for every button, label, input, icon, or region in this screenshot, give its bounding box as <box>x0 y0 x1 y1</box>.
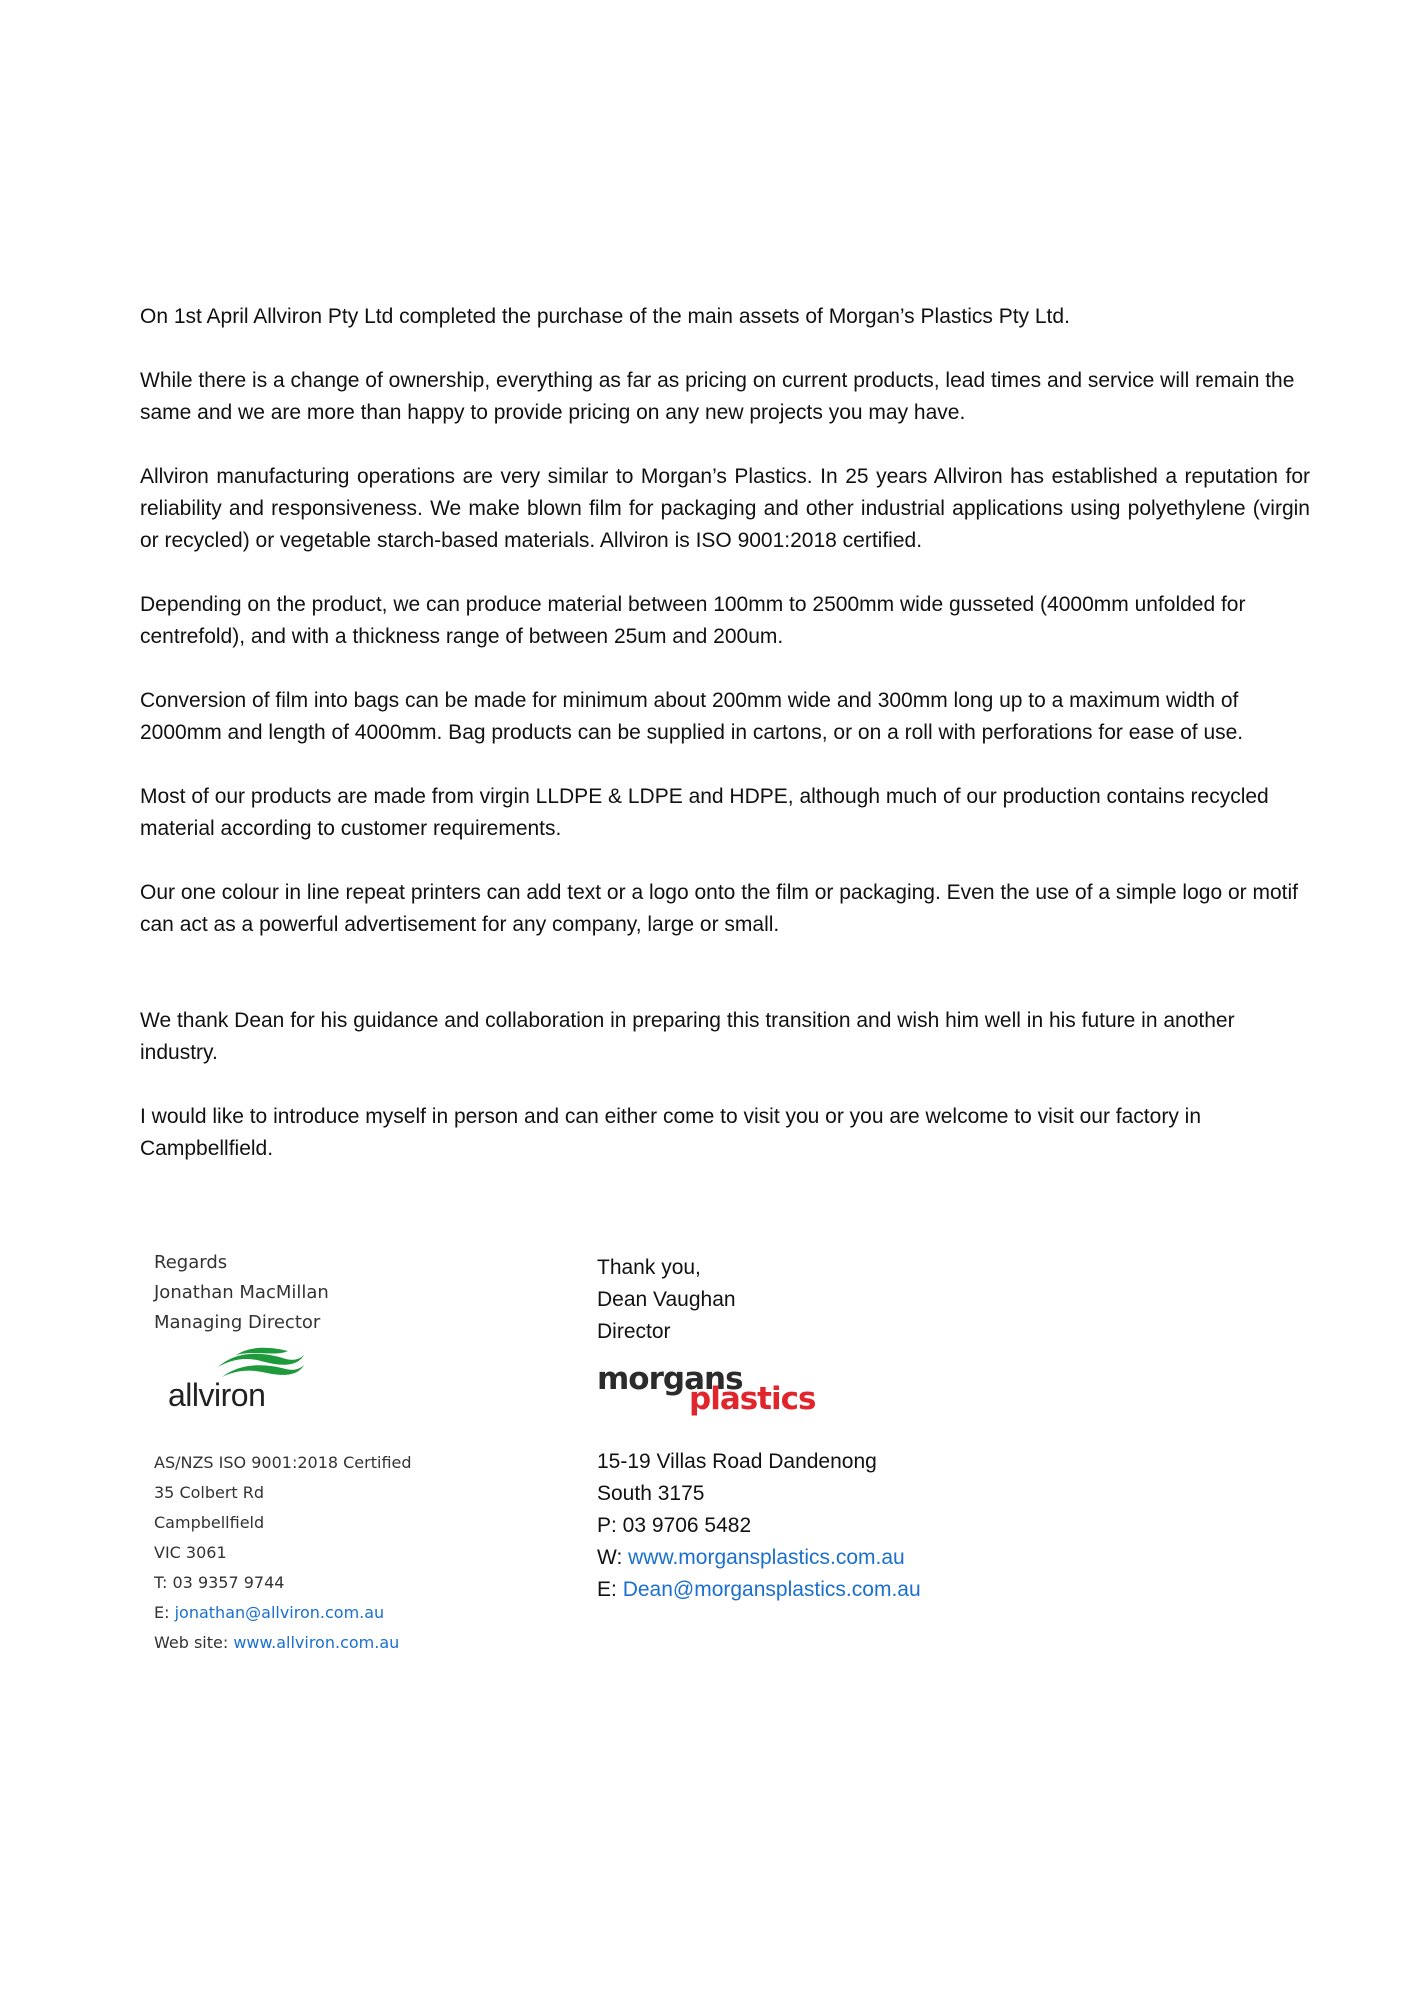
allviron-waves-icon <box>216 1347 306 1381</box>
website-label: W: <box>597 1546 629 1569</box>
morgans-contact <box>597 1446 921 1606</box>
morgans-plastics-logo <box>597 1361 837 1419</box>
allviron-signature <box>154 1248 554 1338</box>
website-row <box>154 1628 554 1658</box>
signatory-name: Jonathan MacMillan <box>154 1282 329 1303</box>
allviron-logo <box>154 1347 310 1411</box>
thanks-text: Thank you, <box>597 1256 701 1279</box>
website-link[interactable]: www.morgansplastics.com.au <box>628 1546 905 1569</box>
email-label: E: <box>154 1603 175 1622</box>
phone-number: T: 03 9357 9744 <box>154 1573 285 1592</box>
paragraph-8: We thank Dean for his guidance and collaboration in preparing this transition and wish him well in his future in another industry. <box>140 1009 1235 1064</box>
paragraph-5: Conversion of film into bags can be made for minimum about 200mm wide and 300mm long up to a maximum width of 2000mm and length of 4000mm. Bag products can be supplied in cartons, or on a roll with perforations for ease of use. <box>140 689 1244 744</box>
morgans-signature <box>597 1252 736 1348</box>
signatory-name: Dean Vaughan <box>597 1288 736 1311</box>
paragraph-4: Depending on the product, we can produce material between 100mm to 2500mm wide gusseted (4000mm unfolded for centrefold), and with a thickness range of between 25um and 200um. <box>140 593 1246 648</box>
logo-word-morgans: morgans <box>597 1361 743 1397</box>
letter-body <box>140 301 1310 1197</box>
email-label: E: <box>597 1578 623 1601</box>
paragraph-2: While there is a change of ownership, everything as far as pricing on current products, lead times and service will remain the same and we are more than happy to provide pricing on any new projects you may have. <box>140 369 1295 424</box>
signatory-title: Managing Director <box>154 1312 321 1333</box>
email-row <box>154 1598 554 1628</box>
paragraph-3: Allviron manufacturing operations are very similar to Morgan’s Plastics. In 25 years Allviron has established a reputation for reliability and responsiveness. We make blown film for packaging and other industrial applications using polyethylene (virgin or recycled) or vegetable starch-based materials. Allviron is ISO 9001:2018 certified. <box>140 465 1310 552</box>
paragraph-7: Our one colour in line repeat printers can add text or a logo onto the film or packaging. Even the use of a simple logo or motif can act as a powerful advertisement for any company, large or small. <box>140 881 1298 936</box>
paragraph-6: Most of our products are made from virgin LLDPE & LDPE and HDPE, although much of our production contains recycled material according to customer requirements. <box>140 785 1269 840</box>
paragraph-9: I would like to introduce myself in person and can either come to visit you or you are welcome to visit our factory in Campbellfield. <box>140 1105 1201 1160</box>
phone-number: P: 03 9706 5482 <box>597 1514 752 1537</box>
website-row <box>597 1542 921 1574</box>
suburb: Campbellfield <box>154 1513 265 1532</box>
street-address: 35 Colbert Rd <box>154 1483 265 1502</box>
website-label: Web site: <box>154 1633 234 1652</box>
website-link[interactable]: www.allviron.com.au <box>233 1633 400 1652</box>
email-link[interactable]: Dean@morgansplastics.com.au <box>622 1578 921 1601</box>
regards-text: Regards <box>154 1252 228 1273</box>
email-row <box>597 1574 921 1606</box>
address-line-2: South 3175 <box>597 1482 705 1505</box>
certification-text: AS/NZS ISO 9001:2018 Certified <box>154 1453 412 1472</box>
signatory-title: Director <box>597 1320 671 1343</box>
address-line-1: 15-19 Villas Road Dandenong <box>597 1450 877 1473</box>
paragraph-1: On 1st April Allviron Pty Ltd completed the purchase of the main assets of Morgan’s Plastics Pty Ltd. <box>140 305 1070 328</box>
logo-word-plastics: plastics <box>689 1381 816 1417</box>
state-postcode: VIC 3061 <box>154 1543 227 1562</box>
allviron-contact <box>154 1448 554 1658</box>
email-link[interactable]: jonathan@allviron.com.au <box>174 1603 385 1622</box>
allviron-wordmark: allviron <box>168 1377 266 1413</box>
